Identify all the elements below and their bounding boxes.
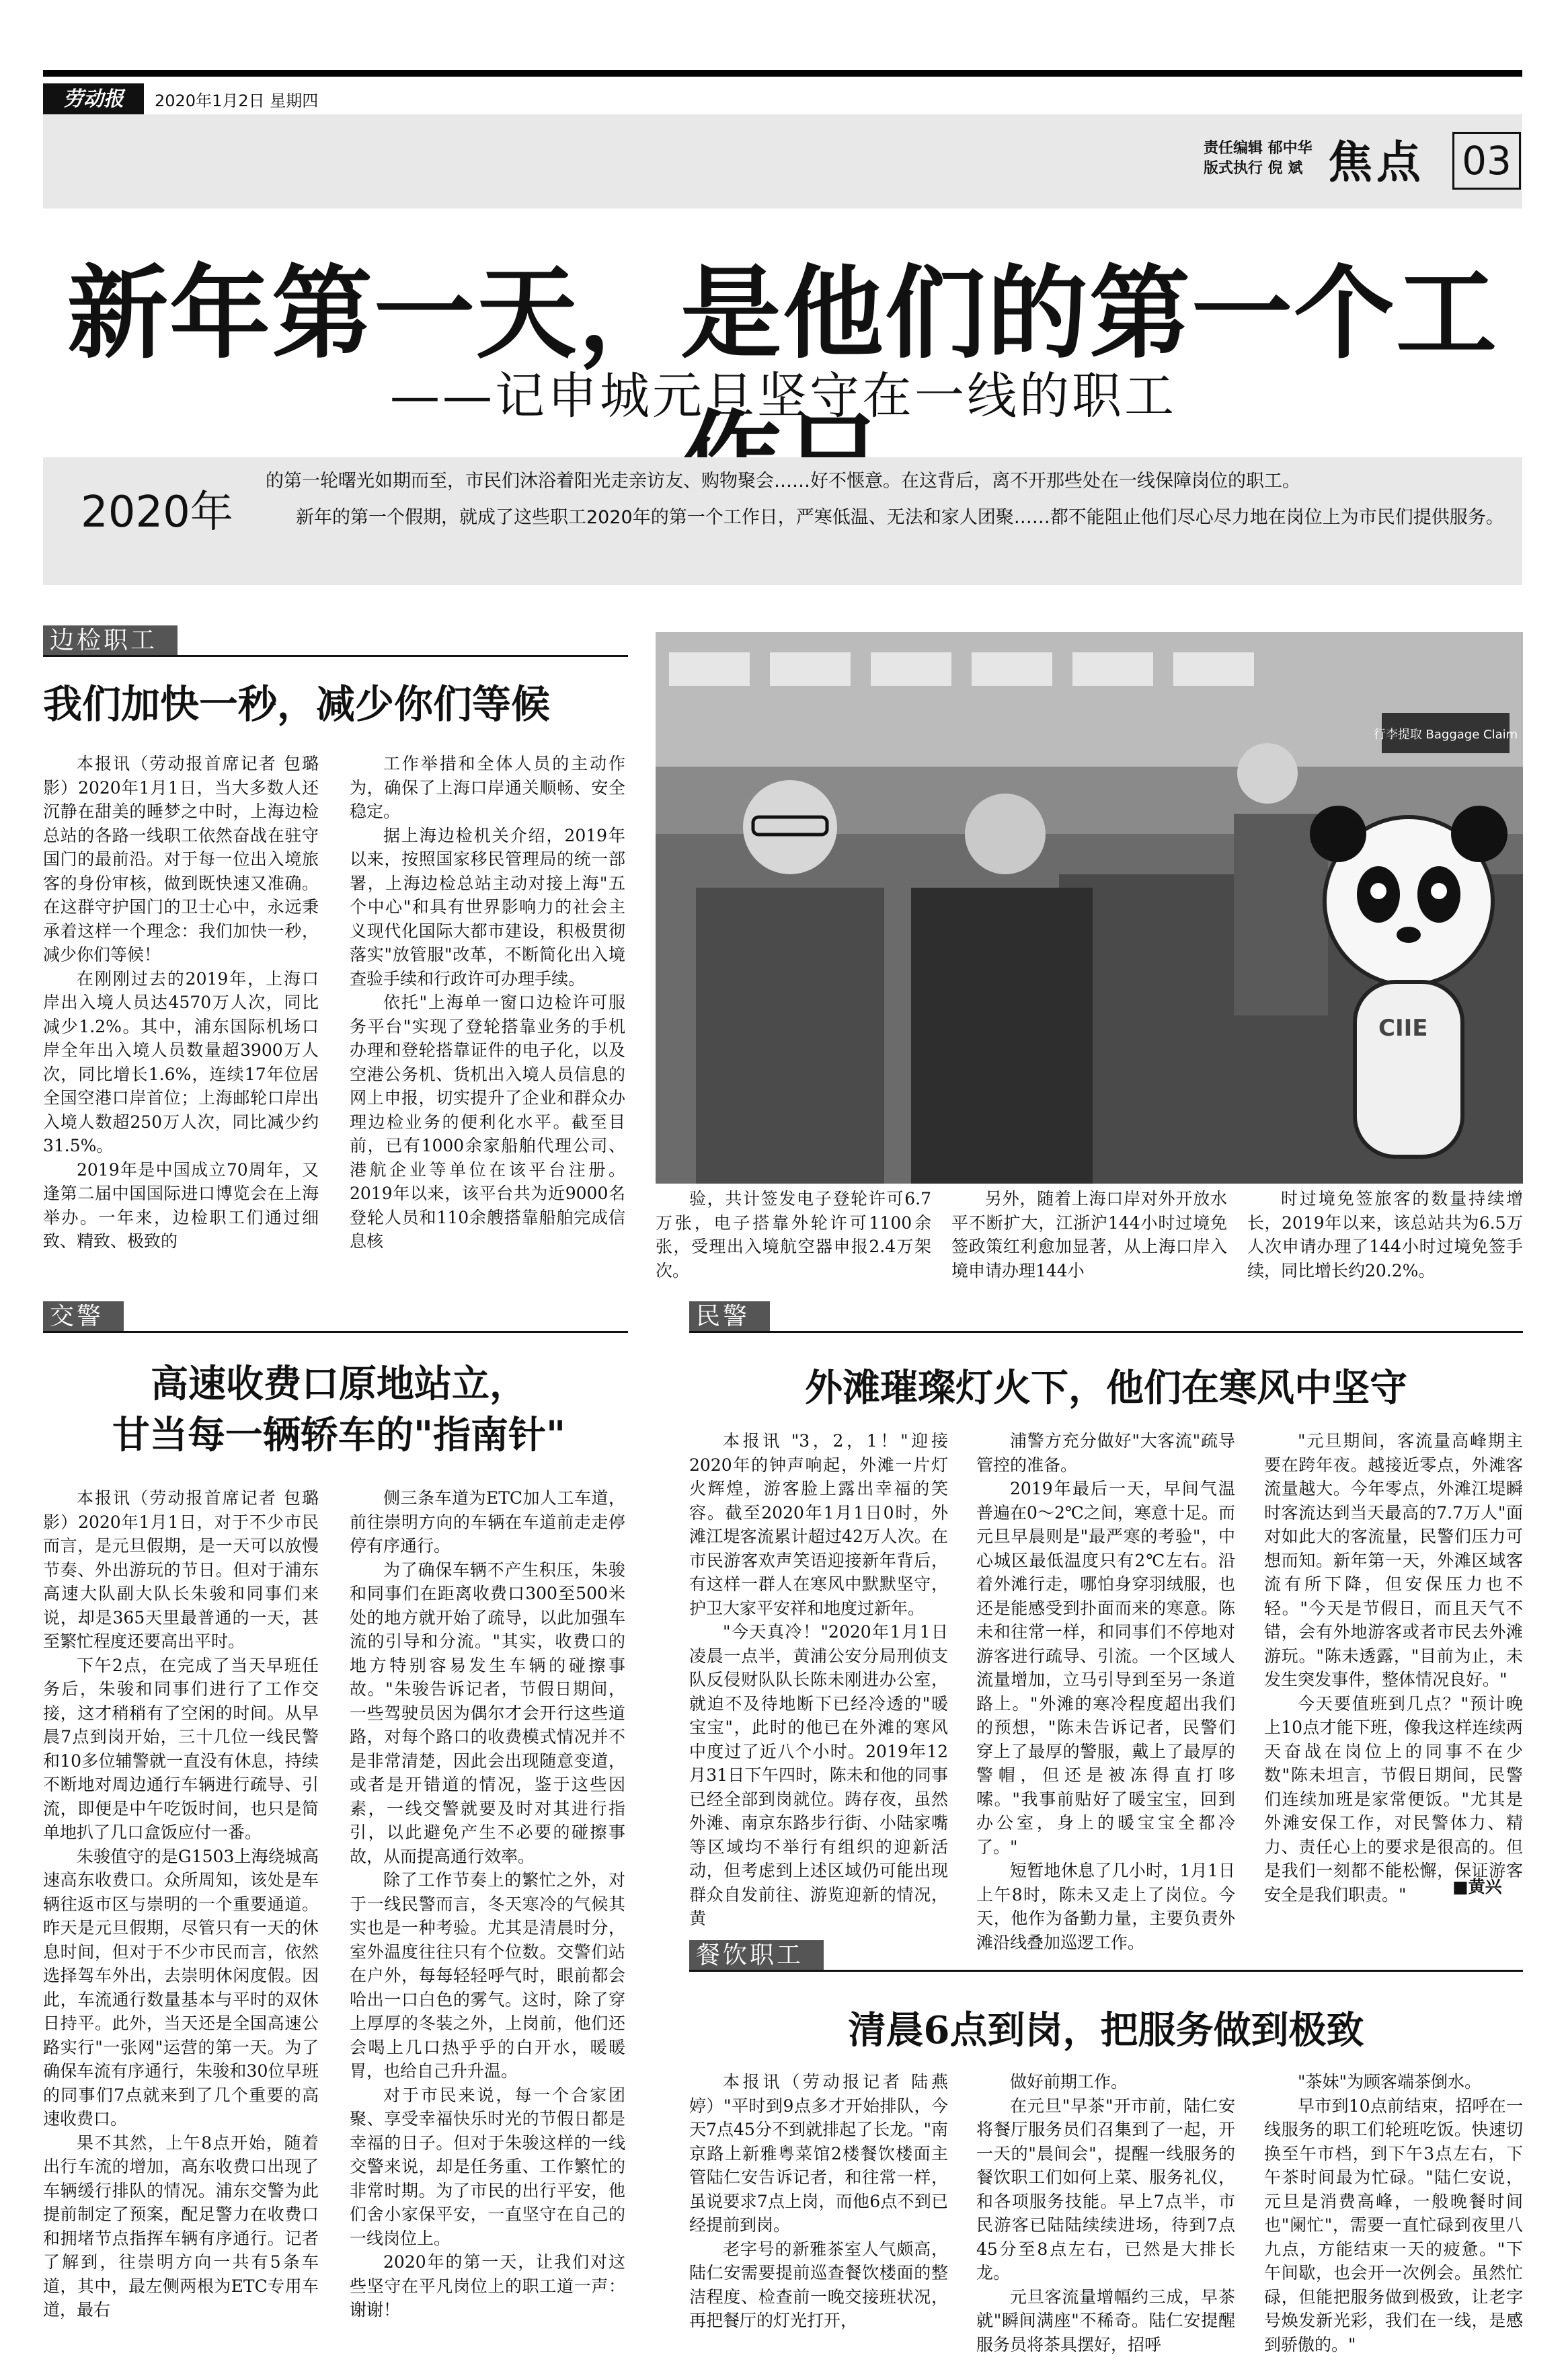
paragraph: 据上海边检机关介绍，2019年以来，按照国家移民管理局的统一部署，上海边检总站主动对接上海"五个中心"和具有世界影响力的社会主义现代化国际大都市建设，积极贯彻落实"放管服"改革，不断简化出入境查验手续和行政许可办理手续。 <box>350 825 625 989</box>
paragraph: 在刚刚过去的2019年，上海口岸出入境人员达4570万人次，同比减少1.2%。其中，浦东国际机场口岸全年出入境人员数量超3900万人次，同比增长1.6%，连续17年位居全国空港口岸首位；上海邮轮口岸出入境人数超250万人次，同比减少约31.5%。 <box>43 968 319 1155</box>
paragraph: 本报讯（劳动报记者 陆燕婷）"平时到9点多才开始排队，今天7点45分不到就排起了长龙。"南京路上新雅粤菜馆2楼餐饮楼面主管陆仁安告诉记者，和往常一样，虽说要求7点上岗，而他6点不到已经提前到岗。 <box>689 2072 948 2235</box>
layout-line: 版式执行 倪 斌 <box>1204 160 1303 177</box>
photo-sign-text: 行李提取 Baggage Claim <box>1373 728 1518 742</box>
article-column <box>350 752 625 1254</box>
lead-text-1: 的第一轮曙光如期而至，市民们沐浴着阳光走亲访友、购物聚会……好不惬意。在这背后，离不开那些处在一线保障岗位的职工。 <box>266 471 1300 492</box>
paragraph: 老字号的新雅茶室人气颇高，陆仁安需要提前巡查餐饮楼面的整洁程度、检查前一晚交接班状况，再把餐厅的灯光打开， <box>689 2239 948 2330</box>
paragraph: 验，共计签发电子登轮许可6.7万张，电子搭靠外轮许可1100余张，受理出入境航空器申报2.4万架次。 <box>656 1189 931 1280</box>
page-number: 03 <box>1452 132 1521 190</box>
paragraph: "今天真冷！"2020年1月1日凌晨一点半，黄浦公安分局刑侦支队反侵财队队长陈未刚进办公室，就迫不及待地断下已经冷透的"暖宝宝"，此时的他已在外滩的寒风中度过了近八个小时。2019年12月31日下午四时，陈未和他的同事已经全部到岗就位。踌存夜，虽然外滩、南京东路步行街、小陆家嘴等区域均不举行有组织的迎新活动，但考虑到上述区域仍可能出现群众自发前往、游览迎新的情况，黄 <box>689 1622 948 1928</box>
paragraph: 2019年最后一天，早间气温普遍在0～2℃之间，寒意十足。而元旦早晨则是"最严寒的考验"，中心城区最低温度只有2℃左右。沿着外滩行走，哪怕身穿羽绒服，也还是能感受到扑面而来的寒意。陈未和往常一样，和同事们不停地对游客进行疏导、引流。一个区域人流量增加，立马引导到至另一条道路上。"外滩的寒冷程度超出我们的预想，"陈未告诉记者，民警们穿上了最厚的警服，戴上了最厚的警帽，但还是被冻得直打哆嗦。"我事前贴好了暖宝宝，回到办公室，身上的暖宝宝全都冷了。" <box>976 1479 1235 1857</box>
title-line: 甘当每一辆轿车的"指南针" <box>112 1413 566 1457</box>
article-column <box>656 1187 931 1282</box>
paragraph: "元旦期间，客流量高峰期主要在跨年夜。越接近零点，外滩客流量越大。今年零点，外滩江堤瞬时客流达到当天最高的7.7万人"面对如此大的客流量，民警们压力可想而知。新年第一天，外滩区域客流有所下降，但安保压力也不轻。"今天是节假日，而且天气不错，会有外地游客或者市民去外滩游玩。"陈未透露，"目前为止，未发生突发事件，整体情况良好。" <box>1264 1431 1523 1689</box>
section-rule <box>43 1331 628 1333</box>
title-line: 高速收费口原地站立， <box>151 1362 527 1406</box>
article-column <box>689 1429 948 1931</box>
article-column <box>951 1187 1227 1282</box>
tag-border: 边检职工 <box>43 625 178 656</box>
paragraph: 工作举措和全体人员的主动作为，确保了上海口岸通关顺畅、安全稳定。 <box>350 754 625 821</box>
paragraph: "茶妹"为顾客端茶倒水。 <box>1298 2072 1481 2091</box>
paragraph: 果不其然，上午8点开始，随着出行车流的增加，高东收费口出现了车辆缓行排队的情况。浦东交警为此提前制定了预案，配足警力在收费口和拥堵节点指挥车辆有序通行。记者了解到，往崇明方向一共有5条车道，其中，最左侧两根为ETC专用车道，最右 <box>43 2133 319 2319</box>
paragraph: 除了工作节奏上的繁忙之外，对于一线民警而言，冬天寒冷的气候其实也是一种考验。尤其是清晨时分，室外温度往往只有个位数。交警们站在户外，每每轻轻呼气时，眼前都会哈出一口白色的雾气。这时，除了穿上厚厚的冬装之外，上岗前，他们还会喝上几口热乎乎的白开水，暖暖胃，也给自己升升温。 <box>350 1870 625 2081</box>
paragraph: 在元旦"早茶"开市前，陆仁安将餐厅服务员们召集到了一起，开一天的"晨间会"，提醒一线服务的餐饮职工们如何上菜、服务礼仪，和各项服务技能。早上7点半，市民游客已陆陆续续进场，待到7点45分至8点左右，已然是大排长龙。 <box>976 2096 1235 2282</box>
tag-police: 民警 <box>689 1301 770 1332</box>
article-column <box>43 752 319 1254</box>
article-column <box>350 1486 625 2322</box>
masthead-rule <box>43 70 1522 77</box>
article-title-traffic <box>43 1358 635 1461</box>
paragraph: 对于市民来说，每一个合家团聚、享受幸福快乐时光的节假日都是幸福的日子。但对于朱骏这样的一线交警来说，却是任务重、工作繁忙的非常时期。为了市民的出行平安，他们舍小家保平安，一直坚守在自己的一线岗位上。 <box>350 2085 625 2248</box>
paragraph: 早市到10点前结束，招呼在一线服务的职工们轮班吃饭。快速切换至午市档，到下午3点左右，下午茶时间最为忙碌。"陆仁安说，元旦是消费高峰，一般晚餐时间也"阑忙"，需要一直忙碌到夜里八九点，方能结束一天的疲惫。"下午间歇，也会开一次例会。虽然忙碌，但能把服务做到极致，让老字号焕发新光彩，我们在一线，是感到骄傲的。" <box>1264 2096 1523 2354</box>
paragraph: 元旦客流量增幅约三成，早茶就"瞬间满座"不稀奇。陆仁安提醒服务员将茶具摆好，招呼 <box>976 2287 1235 2354</box>
tag-catering: 餐饮职工 <box>689 1940 824 1971</box>
paragraph: 侧三条车道为ETC加人工车道，前往崇明方向的车辆在车道前走走停停有序通行。 <box>350 1488 625 1556</box>
article-column <box>976 1429 1235 1954</box>
editor-credits <box>1204 139 1313 179</box>
mascot-label: CIIE <box>1378 1015 1428 1042</box>
paragraph: 本报讯（劳动报首席记者 包璐影）2020年1月1日，对于不少市民而言，是元旦假期，是一天可以放慢节奏、外出游玩的节日。但对于浦东高速大队副大队长朱骏和同事们来说，却是365天里最普通的一天，甚至繁忙程度还要高出平时。 <box>43 1488 319 1651</box>
paragraph: 下午2点，在完成了当天早班任务后，朱骏和同事们进行了工作交接，这才稍稍有了空闲的时间。从早晨7点到岗开始，三十几位一线民警和10多位辅警就一直没有休息，持续不断地对周边通行车辆进行疏导、引流，即便是中午吃饭时间，也只是简单地扒了几口盒饭应付一番。 <box>43 1655 319 1842</box>
article-title-catering: 清晨6点到岗，把服务做到极致 <box>848 2008 1364 2052</box>
paragraph: 朱骏值守的是G1503上海绕城高速高东收费口。众所周知，该处是车辆往返市区与崇明的一个重要通道。昨天是元旦假期，尽管只有一天的休息时间，但对于不少市民而言，依然选择驾车外出，去崇明休闲度假。因此，车流通行数量基本与平时的双休日持平。此外，当天还是全国高速公路实行"一张网"运营的第一天。为了确保车流有序通行，朱骏和30位早班的同事们7点就来到了几个重要的高速收费口。 <box>43 1846 319 2128</box>
paragraph: 2019年是中国成立70周年，又逢第二届中国国际进口博览会在上海举办。一年来，边检职工们通过细致、精致、极致的 <box>43 1159 319 1251</box>
lead-text-2: 新年的第一个假期，就成了这些职工2020年的第一个工作日，严寒低温、无法和家人团聚……都不能阻止他们尽心尽力地在岗位上为市民们提供服务。 <box>296 507 1504 528</box>
paragraph: 依托"上海单一窗口边检许可服务平台"实现了登轮搭靠业务的手机办理和登轮搭靠证件的电子化，以及空港公务机、货机出入境人员信息的网上申报，切实提升了企业和群众办理边检业务的便利化水平。截至目前，已有1000余家船舶代理公司、港航企业等单位在该平台注册。2019年以来，该平台共为近9000名登轮人员和110余艘搭靠船舶完成信息核 <box>350 993 625 1251</box>
section-name: 焦点 <box>1328 136 1425 188</box>
main-subheadline: ——记申城元旦坚守在一线的职工 <box>390 367 1177 425</box>
paragraph: 短暂地休息了几小时，1月1日上午8时，陈未又走上了岗位。今天，他作为备勤力量，主要负责外滩沿线叠加巡逻工作。 <box>976 1861 1235 1952</box>
paragraph: 时过境免签旅客的数量持续增长，2019年以来，该总站共为6.5万人次申请办理了144小时过境免签手续，同比增长约20.2%。 <box>1247 1189 1523 1280</box>
article-column <box>1264 2070 1523 2356</box>
article-column <box>1264 1429 1523 1907</box>
paragraph: 2020年的第一天，让我们对这些坚守在平凡岗位上的职工道一声：谢谢！ <box>350 2252 625 2319</box>
main-headline: 新年第一天，是他们的第一个工 <box>67 256 1498 373</box>
paragraph: 另外，随着上海口岸对外开放水平不断扩大，江浙沪144小时过境免签政策红利愈加显著，从上海口岸入境申请办理144小 <box>951 1189 1227 1280</box>
paragraph: 今天要值班到几点？"预计晚上10点才能下班，像我这样连续两天奋战在岗位上的同事不在少数"陈未坦言，节假日期间，民警们连续加班是家常便饭。"尤其是外滩安保工作，对民警体力、精力、责任心上的要求是很高的。但是我们一刻都不能松懈，保证游客安全是我们职责。" <box>1264 1693 1523 1905</box>
article-column <box>689 2070 948 2333</box>
news-photo <box>656 632 1523 1184</box>
section-rule <box>43 655 628 657</box>
section-rule <box>689 1331 1523 1333</box>
article-title-border: 我们加快一秒，减少你们等候 <box>43 681 551 727</box>
article-title-police: 外滩璀璨灯火下，他们在寒风中坚守 <box>805 1366 1407 1410</box>
tag-traffic: 交警 <box>43 1301 124 1332</box>
byline: ■黄兴 <box>1452 1877 1502 1896</box>
paragraph: 本报讯 "3，2，1！"迎接2020年的钟声响起，外滩一片灯火辉煌，游客脸上露出幸福的笑容。截至2020年1月1日0时，外滩江堤客流累计超过42万人次。在市民游客欢声笑语迎接新年背后，有这样一群人在寒风中默默坚守，护卫大家平安祥和地度过新年。 <box>689 1431 948 1618</box>
article-column <box>1247 1187 1523 1282</box>
paragraph: 浦警方充分做好"大客流"疏导管控的准备。 <box>976 1431 1235 1475</box>
issue-date: 2020年1月2日 星期四 <box>155 91 319 110</box>
paragraph: 本报讯（劳动报首席记者 包璐影）2020年1月1日，当大多数人还沉静在甜美的睡梦之中时，上海边检总站的各路一线职工依然奋战在驻守国门的最前沿。对于每一位出入境旅客的身份审核，做到既快速又准确。在这群守护国门的卫士心中，永远秉承着这样一个理念：我们加快一秒，减少你们等候！ <box>43 754 319 964</box>
article-column <box>976 2070 1235 2356</box>
lead-year: 2020年 <box>81 488 233 537</box>
paragraph: 做好前期工作。 <box>1010 2072 1128 2091</box>
newspaper-logo: 劳动报 <box>43 83 144 116</box>
editor-line: 责任编辑 郁中华 <box>1204 140 1313 157</box>
paragraph: 为了确保车辆不产生积压，朱骏和同事们在距离收费口300至500米处的地方就开始了疏导，以此加强车流的引导和分流。"其实，收费口的地方特别容易发生车辆的碰擦事故。"朱骏告诉记者，节假日期间，一些驾驶员因为偶尔才会开行这些道路，对每个路口的收费模式情况并不是非常清楚，因此会出现随意变道，或者是开错道的情况，鉴于这些因素，一线交警就要及时对其进行指引，以此避免产生不必要的碰擦事故，从而提高通行效率。 <box>350 1560 625 1866</box>
article-column <box>43 1486 319 2322</box>
section-rule <box>689 1970 1523 1972</box>
